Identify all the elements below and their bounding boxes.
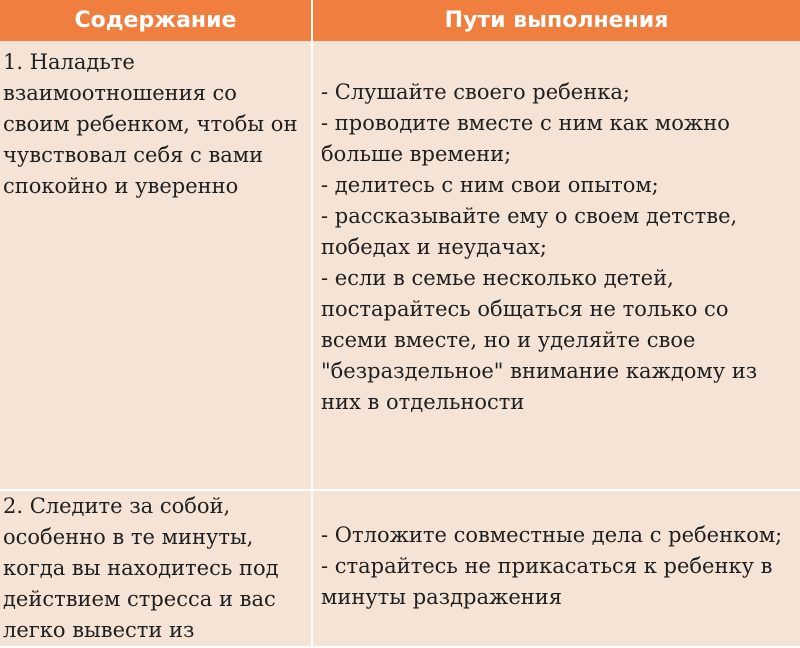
content-cell [0,490,312,647]
ways-text: - Слушайте своего ребенка; - проводите вместе с ним как можно больше времени; - делитесь с ним свои опытом; - рассказывайте ему о своем детстве, победах и неудачах; - если в семье несколько детей, постарайтесь общаться не только со всеми вместе, но и уделяйте свое "безраздельное" внимание каждому из них в отдельности [321,80,758,414]
table-row [0,41,800,490]
table-row [0,490,800,647]
header-ways: Пути выполнения [312,0,800,41]
content-text: 1. Наладьте взаимоотношения со своим ребенком, чтобы он чувствовал себя с вами спокойно и уверенно [3,50,305,198]
content-text: 2. Следите за собой, особенно в те минуты, когда вы находитесь под действием стресса и вас легко вывести из [3,494,286,642]
content-cell [0,41,312,490]
ways-cell [312,490,800,647]
header-content: Содержание [0,0,312,41]
ways-text: - Отложите совместные дела с ребенком; - старайтесь не прикасаться к ребенку в минуты раздражения [321,523,783,609]
ways-cell [312,41,800,490]
table-header-row [0,0,800,41]
